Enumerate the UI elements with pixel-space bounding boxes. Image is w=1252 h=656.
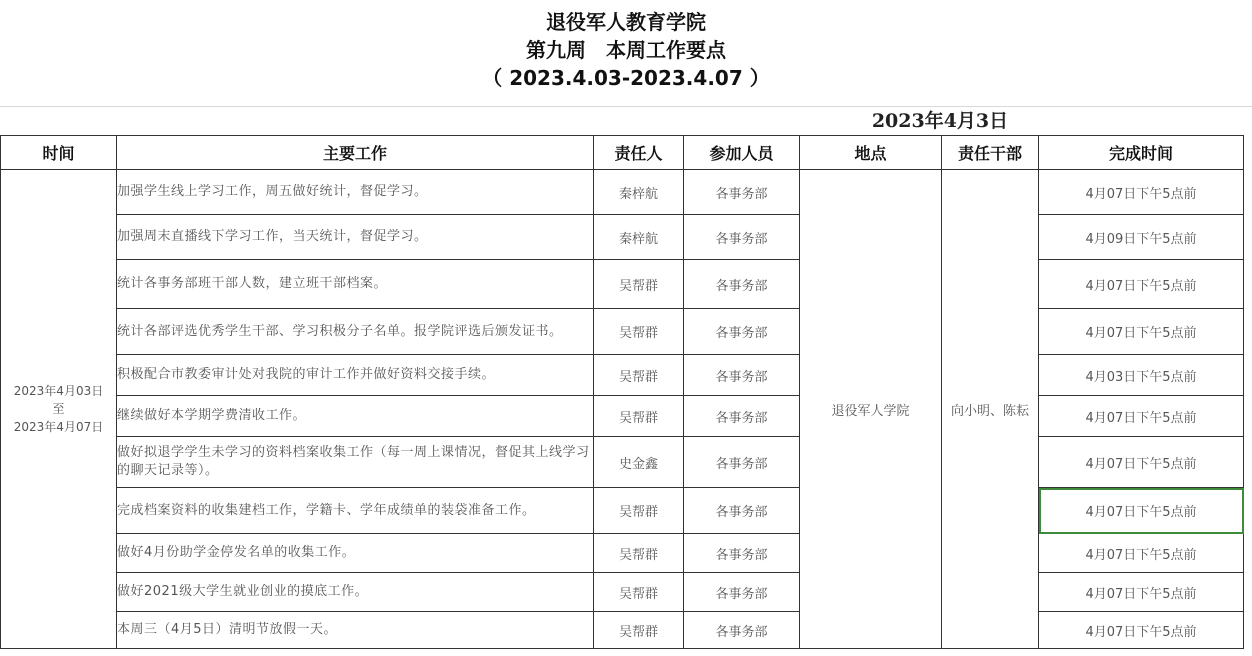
deadline-cell[interactable]: 4月09日下午5点前: [1039, 215, 1244, 260]
participants-cell[interactable]: 各事务部: [684, 396, 800, 437]
location-cell[interactable]: 退役军人学院: [800, 170, 942, 649]
task-cell[interactable]: 做好拟退学学生未学习的资料档案收集工作（每一周上课情况，督促其上线学习的聊天记录等）。: [117, 437, 594, 488]
cadre-cell[interactable]: 向小明、陈耘: [942, 170, 1039, 649]
task-cell[interactable]: 积极配合市教委审计处对我院的审计工作并做好资料交接手续。: [117, 355, 594, 396]
table-row: [1, 215, 1244, 260]
col-header-task[interactable]: 主要工作: [117, 136, 594, 170]
owner-cell[interactable]: 吴帮群: [594, 309, 684, 355]
owner-cell[interactable]: 吴帮群: [594, 573, 684, 612]
deadline-cell[interactable]: 4月07日下午5点前: [1039, 612, 1244, 649]
work-plan-table: [0, 135, 1244, 649]
task-cell[interactable]: 做好2021级大学生就业创业的摸底工作。: [117, 573, 594, 612]
participants-cell[interactable]: 各事务部: [684, 215, 800, 260]
document-title-block: [0, 0, 1252, 100]
participants-cell[interactable]: 各事务部: [684, 437, 800, 488]
deadline-cell[interactable]: 4月07日下午5点前: [1039, 260, 1244, 309]
task-cell[interactable]: 加强周末直播线下学习工作，当天统计，督促学习。: [117, 215, 594, 260]
task-cell[interactable]: 完成档案资料的收集建档工作，学籍卡、学年成绩单的装袋准备工作。: [117, 488, 594, 534]
table-row: [1, 355, 1244, 396]
deadline-cell[interactable]: 4月07日下午5点前: [1039, 437, 1244, 488]
table-row: [1, 612, 1244, 649]
deadline-cell[interactable]: 4月07日下午5点前: [1039, 396, 1244, 437]
task-cell[interactable]: 统计各部评选优秀学生干部、学习积极分子名单。报学院评选后颁发证书。: [117, 309, 594, 355]
school-title: 退役军人教育学院: [546, 10, 706, 34]
owner-cell[interactable]: 史金鑫: [594, 437, 684, 488]
participants-cell[interactable]: 各事务部: [684, 573, 800, 612]
table-row: [1, 437, 1244, 488]
participants-cell[interactable]: 各事务部: [684, 534, 800, 573]
participants-cell[interactable]: 各事务部: [684, 309, 800, 355]
task-cell[interactable]: 本周三（4月5日）清明节放假一天。: [117, 612, 594, 649]
deadline-cell[interactable]: 4月07日下午5点前: [1039, 309, 1244, 355]
deadline-cell[interactable]: 4月07日下午5点前: [1039, 170, 1244, 215]
task-cell[interactable]: 加强学生线上学习工作，周五做好统计，督促学习。: [117, 170, 594, 215]
owner-cell[interactable]: 吴帮群: [594, 260, 684, 309]
participants-cell[interactable]: 各事务部: [684, 355, 800, 396]
deadline-cell-selected[interactable]: 4月07日下午5点前: [1039, 488, 1244, 534]
task-cell[interactable]: 做好4月份助学金停发名单的收集工作。: [117, 534, 594, 573]
participants-cell[interactable]: 各事务部: [684, 260, 800, 309]
table-row: [1, 488, 1244, 534]
date-label[interactable]: 2023年4月3日: [871, 110, 1009, 132]
owner-cell[interactable]: 吴帮群: [594, 355, 684, 396]
owner-cell[interactable]: 吴帮群: [594, 488, 684, 534]
task-cell[interactable]: 统计各事务部班干部人数，建立班干部档案。: [117, 260, 594, 309]
col-header-deadline[interactable]: 完成时间: [1039, 136, 1244, 170]
task-cell[interactable]: 继续做好本学期学费清收工作。: [117, 396, 594, 437]
header-row: [1, 136, 1244, 170]
participants-cell[interactable]: 各事务部: [684, 612, 800, 649]
gridline-divider: [0, 106, 1252, 107]
owner-cell[interactable]: 吴帮群: [594, 534, 684, 573]
owner-cell[interactable]: 秦梓航: [594, 170, 684, 215]
deadline-cell[interactable]: 4月07日下午5点前: [1039, 534, 1244, 573]
date-range-title: （ 2023.4.03-2023.4.07 ）: [482, 66, 770, 90]
week-title: 第九周 本周工作要点: [526, 38, 726, 62]
period-end: 2023年4月07日: [13, 420, 104, 434]
col-header-participants[interactable]: 参加人员: [684, 136, 800, 170]
owner-cell[interactable]: 吴帮群: [594, 396, 684, 437]
table-row: [1, 170, 1244, 215]
col-header-owner[interactable]: 责任人: [594, 136, 684, 170]
period-to: 至: [52, 402, 65, 416]
col-header-location[interactable]: 地点: [800, 136, 942, 170]
period-cell[interactable]: [1, 170, 117, 649]
owner-cell[interactable]: 吴帮群: [594, 612, 684, 649]
participants-cell[interactable]: 各事务部: [684, 170, 800, 215]
period-start: 2023年4月03日: [13, 384, 104, 398]
deadline-cell[interactable]: 4月07日下午5点前: [1039, 573, 1244, 612]
owner-cell[interactable]: 秦梓航: [594, 215, 684, 260]
table-row: [1, 396, 1244, 437]
table-row: [1, 309, 1244, 355]
deadline-cell[interactable]: 4月03日下午5点前: [1039, 355, 1244, 396]
participants-cell[interactable]: 各事务部: [684, 488, 800, 534]
table-row: [1, 534, 1244, 573]
col-header-cadre[interactable]: 责任干部: [942, 136, 1039, 170]
col-header-time[interactable]: 时间: [1, 136, 117, 170]
table-row: [1, 573, 1244, 612]
table-row: [1, 260, 1244, 309]
